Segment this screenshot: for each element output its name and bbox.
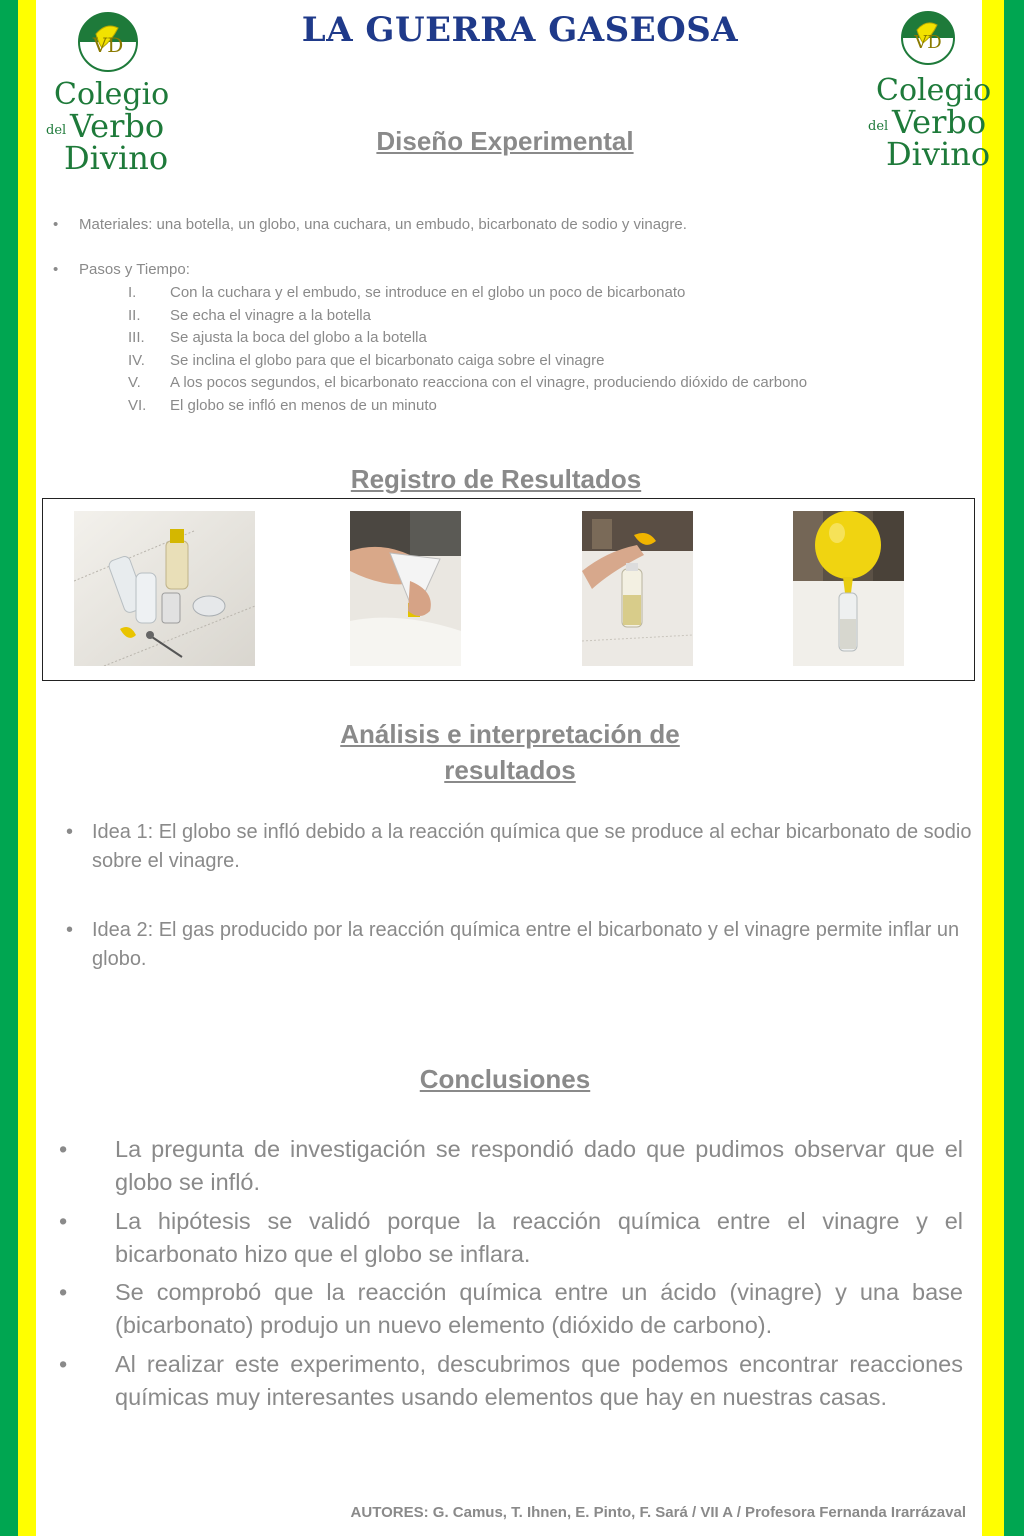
logo-word-colegio: Colegio [54,77,170,112]
school-logo-right [868,4,992,174]
conclusion-item-2 [59,1205,963,1270]
left-yellow-stripe [18,0,36,1536]
vd-seal-icon [868,4,988,76]
conclusion-item-4 [59,1348,963,1413]
bullet-icon: • [59,1136,68,1162]
idea-2-text: Idea 2: El gas producido por la reacción química entre el bicarbonato y el vinagre permite inflar un globo. [92,919,960,970]
school-logo-left [46,8,170,178]
materiales-text: Materiales: una botella, un globo, una cuchara, un embudo, bicarbonato de sodio y vinagre. [79,216,687,233]
bullet-icon: • [59,1279,68,1305]
logo-word-divino: Divino [886,135,991,173]
photo-bottle-vinegar [582,511,693,666]
bullet-icon: • [53,216,59,233]
photo-materials [74,511,255,666]
conclusion-3-text: Se comprobó que la reacción química entre un ácido (vinagre) y una base (bicarbonato) produjo un nuevo elemento (dióxido de carbono). [115,1279,963,1338]
bullet-icon: • [66,821,74,843]
heading-analisis-line1: Análisis e interpretación de [340,719,680,749]
heading-analisis-line2: resultados [444,755,576,785]
idea-1-text: Idea 1: El globo se infló debido a la reacción química que se produce al echar bicarbonato de sodio sobre el vinagre. [92,821,972,872]
conclusion-item-3 [59,1276,963,1341]
conclusion-4-text: Al realizar este experimento, descubrimos que podemos encontrar reacciones químicas muy interesantes usando elementos que hay en nuestras casas. [115,1351,963,1410]
svg-text:VD: VD [92,33,124,57]
logo-word-verbo: Verbo [70,107,165,145]
right-green-stripe [1004,0,1024,1536]
conclusion-2-text: La hipótesis se validó porque la reacción química entre el vinagre y el bicarbonato hizo que el globo se inflara. [115,1208,963,1267]
heading-analisis [300,716,720,788]
materials-list [53,214,959,281]
photo-inflated-balloon [793,511,904,666]
poster-title: LA GUERRA GASEOSA [301,10,739,50]
analysis-idea-2 [66,916,972,974]
bullet-icon: • [59,1208,68,1234]
svg-text:VD: VD [914,32,942,53]
logo-word-del: del [868,119,889,134]
logo-word-colegio: Colegio [876,73,992,108]
logo-word-divino: Divino [64,139,169,177]
list-item-materiales [53,214,959,236]
bullet-icon: • [66,919,74,941]
pasos-label: Pasos y Tiempo: [79,261,190,278]
heading-conclusiones: Conclusiones [419,1064,591,1094]
bullet-icon: • [53,261,59,278]
photo-funnel [350,511,461,666]
authors-credit: AUTORES: G. Camus, T. Ihnen, E. Pinto, F. Sará / VII A / Profesora Fernanda Irarrázaval [350,1504,966,1521]
bullet-icon: • [59,1351,68,1377]
left-green-stripe [0,0,18,1536]
results-photo-panel [42,498,975,681]
conclusion-1-text: La pregunta de investigación se respondió dado que pudimos observar que el globo se infló. [115,1136,963,1195]
list-item-pasos [53,259,959,281]
conclusion-item-1 [59,1133,963,1198]
analysis-idea-1 [66,818,972,876]
logo-word-verbo: Verbo [892,103,987,141]
right-yellow-stripe [982,0,1004,1536]
vd-seal-icon [46,8,166,80]
heading-registro-resultados: Registro de Resultados [350,464,642,494]
logo-word-del: del [46,123,67,138]
heading-diseno-experimental: Diseño Experimental [376,126,634,156]
